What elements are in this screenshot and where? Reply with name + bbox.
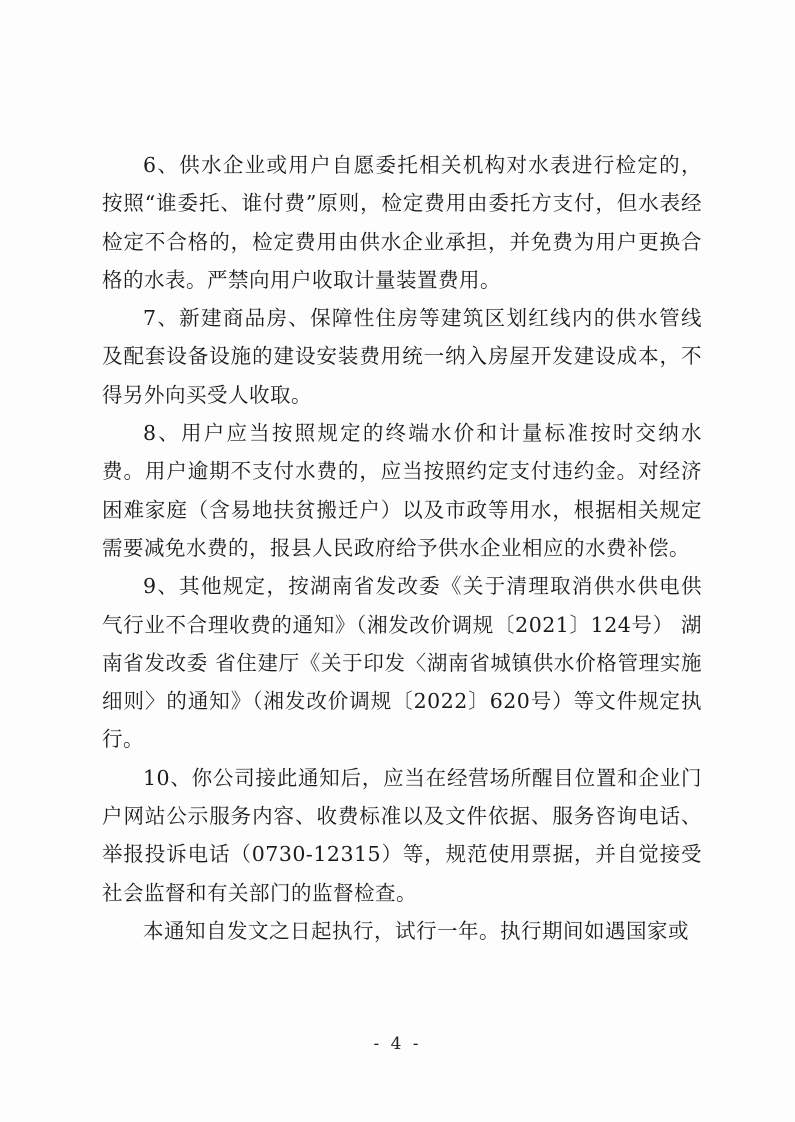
paragraph-item-9: 9、其他规定，按湖南省发改委《关于清理取消供水供电供气行业不合理收费的通知》（湘发改价调规〔2021〕124号） 湖南省发改委 省住建厅《关于印发〈湖南省城镇供水价格管理实施细则〉的通知》（湘发改价调规〔2022〕620号）等文件规定执行。 bbox=[102, 574, 702, 752]
paragraph-effective-date: 本通知自发文之日起执行，试行一年。执行期间如遇国家或 bbox=[143, 918, 689, 943]
paragraph-item-10: 10、你公司接此通知后，应当在经营场所醒目位置和企业门户网站公示服务内容、收费标准以及文件依据、服务咨询电话、举报投诉电话（0730-12315）等，规范使用票据，并自觉接受社会监督和有关部门的监督检查。 bbox=[102, 765, 702, 905]
paragraph-item-7: 7、新建商品房、保障性住房等建筑区划红线内的供水管线及配套设备设施的建设安装费用统一纳入房屋开发建设成本，不得另外向买受人收取。 bbox=[102, 306, 702, 407]
document-body bbox=[102, 146, 702, 950]
page-number: - 4 - bbox=[373, 1034, 422, 1054]
paragraph-item-6: 6、供水企业或用户自愿委托相关机构对水表进行检定的，按照“谁委托、谁付费”原则，检定费用由委托方支付，但水表经检定不合格的，检定费用由供水企业承担，并免费为用户更换合格的水表。严禁向用户收取计量装置费用。 bbox=[102, 153, 702, 292]
paragraph-item-8: 8、用户应当按照规定的终端水价和计量标准按时交纳水费。用户逾期不支付水费的，应当按照约定支付违约金。对经济困难家庭（含易地扶贫搬迁户）以及市政等用水，根据相关规定需要减免水费的，报县人民政府给予供水企业相应的水费补偿。 bbox=[102, 421, 702, 560]
